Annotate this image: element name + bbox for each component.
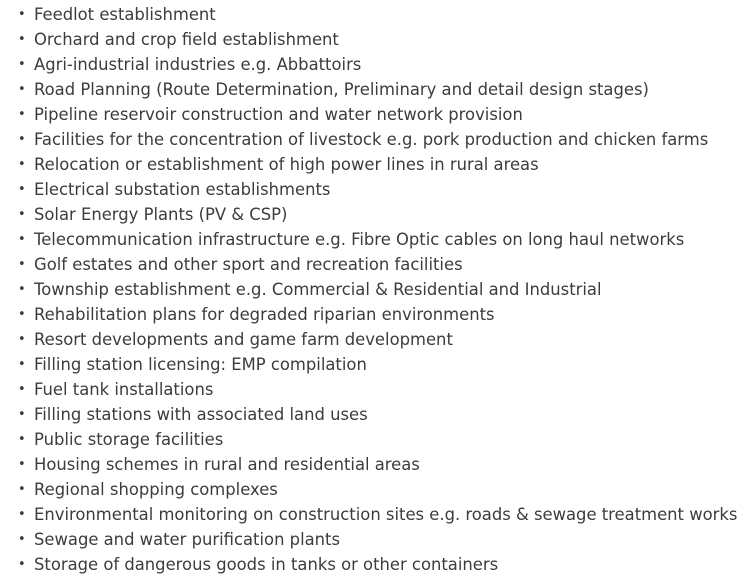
list-item xyxy=(18,52,737,77)
bullet-icon: • xyxy=(18,107,26,122)
list-item-text: Resort developments and game farm development xyxy=(34,330,453,349)
bullet-icon: • xyxy=(18,532,26,547)
list-item-text: Pipeline reservoir construction and water network provision xyxy=(34,105,523,124)
bullet-icon: • xyxy=(18,357,26,372)
list-item-text: Sewage and water purification plants xyxy=(34,530,341,549)
list-item-text: Environmental monitoring on construction sites e.g. roads & sewage treatment works xyxy=(34,505,738,524)
list-item-text: Public storage facilities xyxy=(34,430,224,449)
list-item xyxy=(18,202,737,227)
list-item xyxy=(18,77,737,102)
bullet-icon: • xyxy=(18,257,26,272)
list-item xyxy=(18,127,737,152)
list-item-text: Housing schemes in rural and residential areas xyxy=(34,455,420,474)
bullet-icon: • xyxy=(18,157,26,172)
list-item-text: Telecommunication infrastructure e.g. Fibre Optic cables on long haul networks xyxy=(34,230,685,249)
bullet-icon: • xyxy=(18,407,26,422)
bullet-icon: • xyxy=(18,132,26,147)
bullet-icon: • xyxy=(18,507,26,522)
bullet-icon: • xyxy=(18,382,26,397)
list-item xyxy=(18,552,737,577)
bullet-icon: • xyxy=(18,207,26,222)
bullet-icon: • xyxy=(18,57,26,72)
list-item xyxy=(18,302,737,327)
list-item-text: Orchard and crop field establishment xyxy=(34,30,339,49)
list-item xyxy=(18,277,737,302)
list-item-text: Filling stations with associated land uses xyxy=(34,405,368,424)
list-item xyxy=(18,27,737,52)
list-item xyxy=(18,527,737,552)
list-item xyxy=(18,152,737,177)
list-item xyxy=(18,102,737,127)
list-item xyxy=(18,477,737,502)
list-item-text: Facilities for the concentration of livestock e.g. pork production and chicken farms xyxy=(34,130,709,149)
services-bullet-list xyxy=(18,2,737,577)
list-item-text: Agri-industrial industries e.g. Abbattoirs xyxy=(34,55,362,74)
list-item-text: Filling station licensing: EMP compilation xyxy=(34,355,367,374)
list-item xyxy=(18,427,737,452)
bullet-icon: • xyxy=(18,332,26,347)
bullet-icon: • xyxy=(18,282,26,297)
bullet-icon: • xyxy=(18,32,26,47)
bullet-icon: • xyxy=(18,457,26,472)
list-item xyxy=(18,377,737,402)
list-item xyxy=(18,502,737,527)
list-item-text: Fuel tank installations xyxy=(34,380,214,399)
list-item xyxy=(18,252,737,277)
list-item-text: Electrical substation establishments xyxy=(34,180,331,199)
bullet-icon: • xyxy=(18,482,26,497)
bullet-icon: • xyxy=(18,232,26,247)
list-item xyxy=(18,402,737,427)
list-item-text: Golf estates and other sport and recreation facilities xyxy=(34,255,463,274)
list-item xyxy=(18,352,737,377)
list-item-text: Relocation or establishment of high power lines in rural areas xyxy=(34,155,539,174)
list-item-text: Solar Energy Plants (PV & CSP) xyxy=(34,205,288,224)
list-item-text: Rehabilitation plans for degraded riparian environments xyxy=(34,305,495,324)
list-item-text: Road Planning (Route Determination, Preliminary and detail design stages) xyxy=(34,80,649,99)
list-item-text: Storage of dangerous goods in tanks or other containers xyxy=(34,555,499,574)
list-item xyxy=(18,2,737,27)
bullet-icon: • xyxy=(18,307,26,322)
list-item-text: Township establishment e.g. Commercial & Residential and Industrial xyxy=(34,280,602,299)
bullet-icon: • xyxy=(18,82,26,97)
list-item xyxy=(18,452,737,477)
list-item xyxy=(18,327,737,352)
bullet-icon: • xyxy=(18,182,26,197)
list-item-text: Regional shopping complexes xyxy=(34,480,278,499)
list-item xyxy=(18,227,737,252)
bullet-icon: • xyxy=(18,7,26,22)
list-item-text: Feedlot establishment xyxy=(34,5,216,24)
bullet-icon: • xyxy=(18,557,26,572)
bullet-icon: • xyxy=(18,432,26,447)
list-item xyxy=(18,177,737,202)
